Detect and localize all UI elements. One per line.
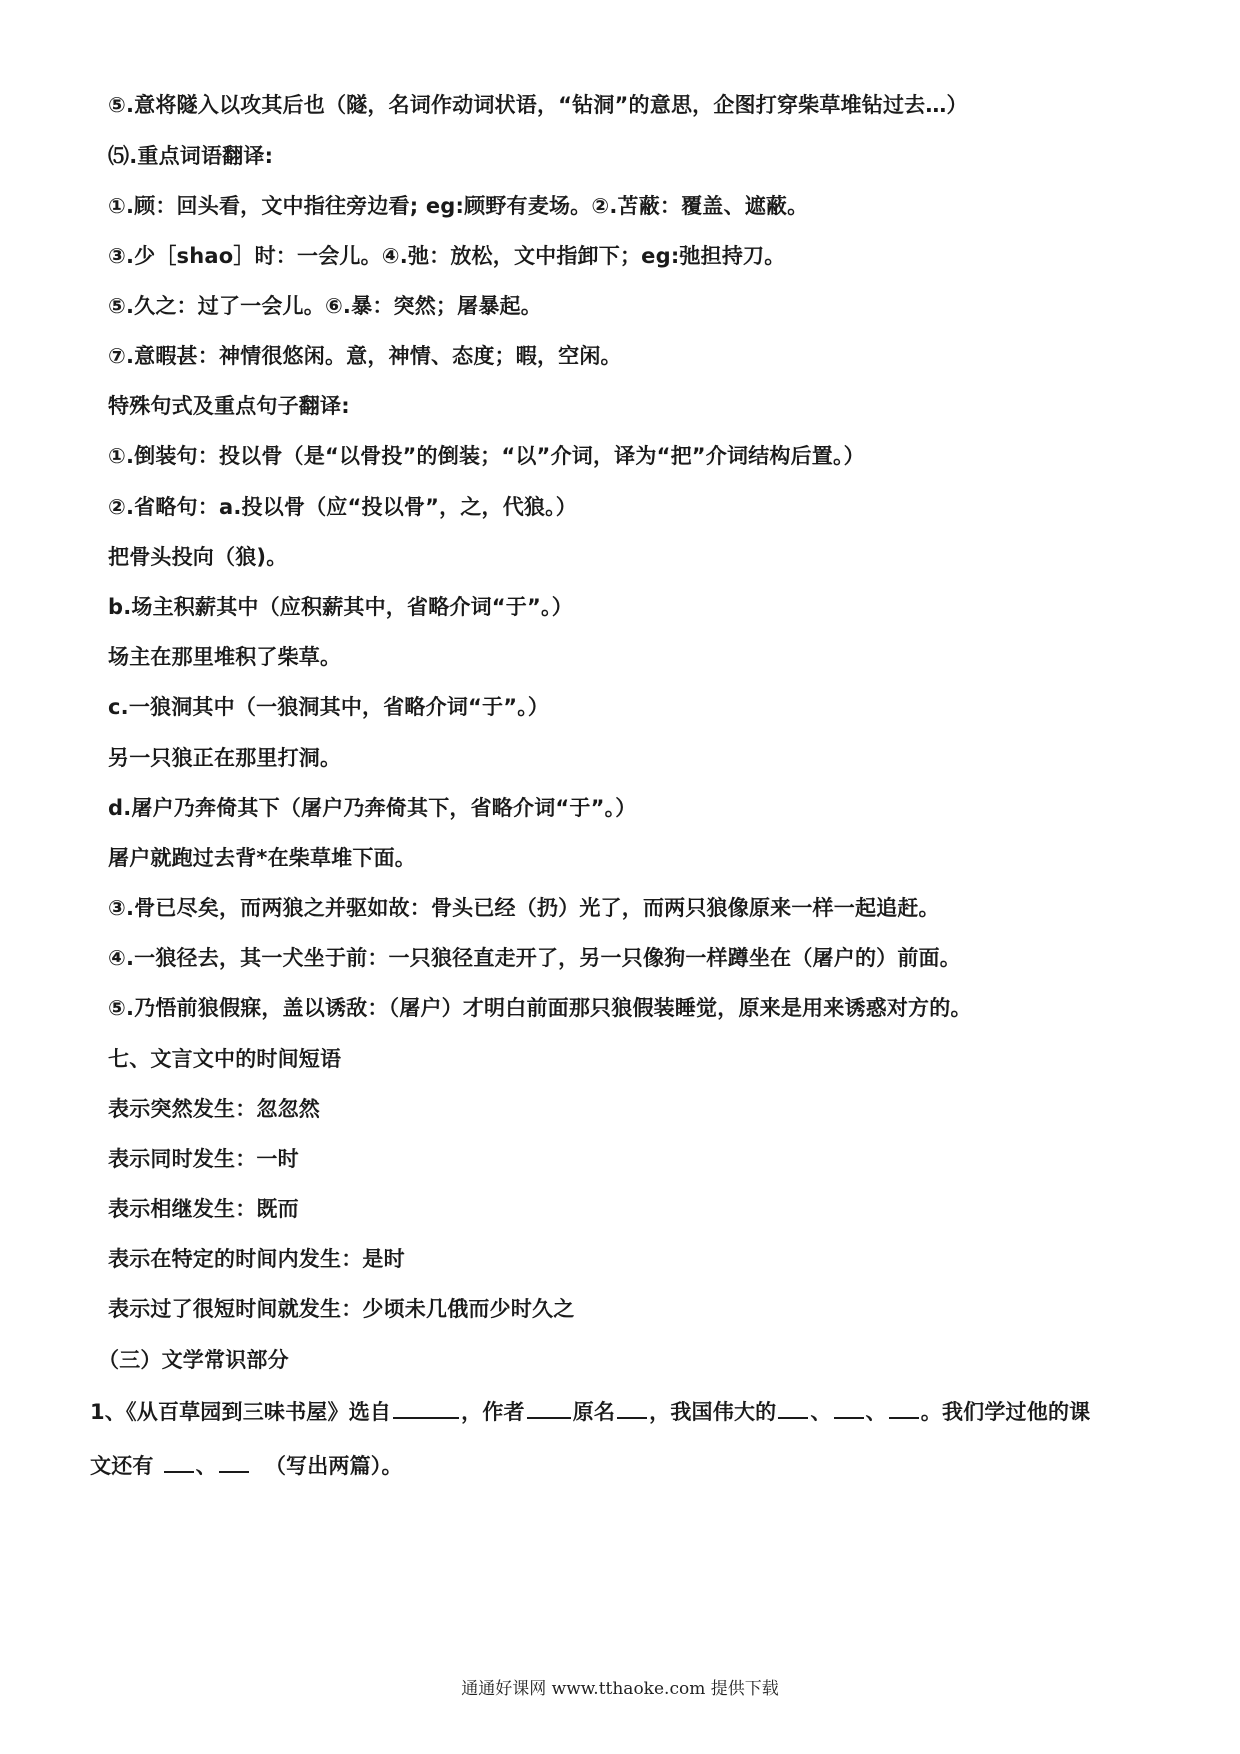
answer-blank[interactable]: [527, 1395, 571, 1419]
question-text: 1、《从百草园到三味书屋》选自: [90, 1400, 392, 1424]
text-line: 表示过了很短时间就发生：少顷未几俄而少时久之: [108, 1297, 575, 1321]
text-line: ①.顾：回头看，文中指往旁边看; eg:顾野有麦场。②.苫蔽：覆盖、遮蔽。: [108, 194, 809, 218]
answer-blank[interactable]: [617, 1395, 647, 1419]
text-line: 表示在特定的时间内发生：是时: [108, 1247, 405, 1271]
text-line: 表示相继发生：既而: [108, 1197, 299, 1221]
answer-blank[interactable]: [164, 1449, 194, 1473]
question-1-line-1: [90, 1395, 1090, 1427]
text-line: ⑤.意将隧入以攻其后也（隧，名词作动词状语，“钻洞”的意思，企图打穿柴草堆钻过去…）: [108, 93, 968, 117]
text-line: 另一只狼正在那里打洞。: [108, 746, 342, 770]
text-line: ④.一狼径去，其一犬坐于前：一只狼径直走开了，另一只像狗一样蹲坐在（屠户的）前面。: [108, 946, 961, 970]
question-text: ，我国伟大的: [649, 1400, 777, 1424]
text-line: 表示突然发生：忽忽然: [108, 1097, 320, 1121]
answer-blank[interactable]: [778, 1395, 808, 1419]
text-line: ①.倒装句：投以骨（是“以骨投”的倒装；“以”介词，译为“把”介词结构后置。）: [108, 444, 865, 468]
question-1-line-2: [90, 1449, 403, 1481]
text-line: ③.少［shao］时：一会儿。④.弛：放松，文中指卸下；eg:弛担持刀。: [108, 244, 786, 268]
question-text: 、: [865, 1400, 887, 1424]
text-line: ⑤.久之：过了一会儿。⑥.暴：突然；屠暴起。: [108, 294, 542, 318]
text-line: ⑤.乃悟前狼假寐，盖以诱敌：（屠户）才明白前面那只狼假装睡觉，原来是用来诱惑对方的。: [108, 996, 972, 1020]
text-line: 屠户就跑过去背*在柴草堆下面。: [108, 846, 416, 870]
question-text: 原名: [572, 1400, 616, 1424]
section-heading-seven: 七、文言文中的时间短语: [108, 1047, 342, 1071]
subheading: 特殊句式及重点句子翻译:: [108, 394, 350, 418]
question-text: （写出两篇）。: [264, 1454, 403, 1478]
answer-blank[interactable]: [393, 1395, 459, 1419]
section-heading-literature: （三）文学常识部分: [98, 1348, 289, 1372]
subheading: ⑸.重点词语翻译:: [108, 144, 274, 168]
answer-blank[interactable]: [889, 1395, 919, 1419]
question-text: 文还有: [90, 1454, 154, 1478]
question-text: 、: [810, 1400, 832, 1424]
footer-credit: 通通好课网 www.tthaoke.com 提供下载: [461, 1679, 779, 1699]
text-line: ②.省略句：a.投以骨（应“投以骨”，之，代狼。）: [108, 495, 578, 519]
text-line: 把骨头投向（狼)。: [108, 545, 288, 569]
text-line: 表示同时发生：一时: [108, 1147, 299, 1171]
question-text: 。我们学过他的课: [920, 1400, 1091, 1424]
answer-blank[interactable]: [834, 1395, 864, 1419]
text-line: ③.骨已尽矣，而两狼之并驱如故：骨头已经（扔）光了，而两只狼像原来一样一起追赶。: [108, 896, 940, 920]
question-text: ，作者: [461, 1400, 525, 1424]
question-text: 、: [195, 1454, 217, 1478]
text-line: c.一狼洞其中（一狼洞其中，省略介词“于”。）: [108, 695, 550, 719]
text-line: d.屠户乃奔倚其下（屠户乃奔倚其下，省略介词“于”。）: [108, 796, 637, 820]
answer-blank[interactable]: [219, 1449, 249, 1473]
text-line: ⑦.意暇甚：神情很悠闲。意，神情、态度；暇，空闲。: [108, 344, 622, 368]
text-line: 场主在那里堆积了柴草。: [108, 645, 342, 669]
text-line: b.场主积薪其中（应积薪其中，省略介词“于”。）: [108, 595, 573, 619]
